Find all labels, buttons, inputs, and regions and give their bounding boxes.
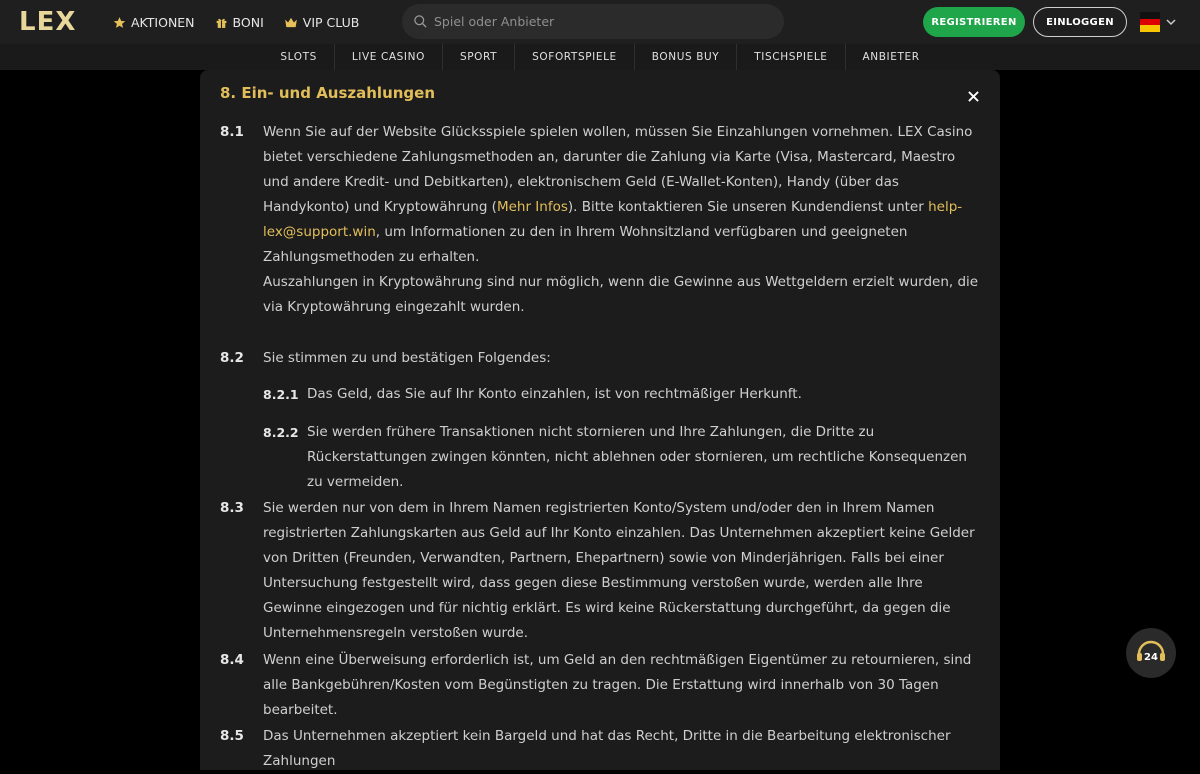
subsection-number: 8.2.2 xyxy=(263,425,299,440)
nav-boni-label: BONI xyxy=(232,14,264,30)
close-button[interactable] xyxy=(964,87,982,105)
star-icon xyxy=(113,16,126,29)
chevron-down-icon xyxy=(1166,17,1176,27)
paragraph-text: Wenn Sie auf der Website Glücksspiele spielen wollen, müssen Sie Einzahlungen vornehmen. LEX Casino bietet verschiedene Zahlungsmethoden an, darunter die Zahlung via Karte (Visa, Mastercard, Maestro und andere Kredit- und Debitkarten), elektronischem Geld (E-Wallet-Konten), Handy (über das Handykonto) und Kryptowährung ( xyxy=(263,124,973,215)
tab-tischspiele[interactable]: TISCHSPIELE xyxy=(737,44,845,70)
language-selector[interactable] xyxy=(1140,12,1176,32)
search-bar[interactable] xyxy=(402,4,784,39)
nav-aktionen[interactable] xyxy=(113,15,195,30)
gift-icon xyxy=(215,16,228,29)
tab-bonus-buy[interactable]: BONUS BUY xyxy=(635,44,738,70)
german-flag-icon xyxy=(1140,12,1160,32)
search-input[interactable] xyxy=(434,14,754,29)
section-text-crypto: Auszahlungen in Kryptowährung sind nur möglich, wenn die Gewinne aus Wettgeldern erzielt wurden, die via Kryptowährung eingezahlt wurden. xyxy=(263,274,979,315)
section-number: 8.2 xyxy=(220,350,244,366)
paragraph-text: , um Informationen zu den in Ihrem Wohnsitzland verfügbaren und geeigneten Zahlungsmethoden zu erhalten. xyxy=(263,224,908,265)
section-text: Sie stimmen zu und bestätigen Folgendes: xyxy=(263,350,551,366)
nav-vip-club-label: VIP CLUB xyxy=(302,14,360,30)
nav-aktionen-label: AKTIONEN xyxy=(131,14,195,30)
section-text: Das Unternehmen akzeptiert kein Bargeld und hat das Recht, Dritte in die Bearbeitung elektronischer Zahlungen xyxy=(263,728,951,769)
section-number: 8.3 xyxy=(220,500,244,516)
support-email-link[interactable]: help-lex@support.win xyxy=(263,199,963,240)
paragraph-text: ). Bitte kontaktieren Sie unseren Kundendienst unter xyxy=(567,199,929,215)
top-nav xyxy=(113,0,379,44)
login-button[interactable]: EINLOGGEN xyxy=(1033,7,1127,37)
section-text: Wenn eine Überweisung erforderlich ist, um Geld an den rechtmäßigen Eigentümer zu retournieren, sind alle Bankgebühren/Kosten vom Begünstigten zu tragen. Die Erstattung wird innerhalb von 30 Tagen bearbeitet. xyxy=(263,652,972,718)
lex-logo[interactable]: LEX xyxy=(19,7,77,37)
subsection-text: Sie werden frühere Transaktionen nicht stornieren und Ihre Zahlungen, die Dritte zu Rückerstattungen zwingen könnten, nicht ablehnen oder stornieren, um rechtliche Konsequenzen zu vermeiden. xyxy=(307,424,967,490)
section-text xyxy=(263,120,982,270)
support-24-icon xyxy=(1134,636,1168,670)
terms-modal xyxy=(200,70,1000,770)
top-bar xyxy=(0,0,1200,44)
tab-anbieter[interactable]: ANBIETER xyxy=(862,51,920,63)
nav-boni[interactable] xyxy=(215,15,264,30)
subsection-text: Das Geld, das Sie auf Ihr Konto einzahlen, ist von rechtmäßiger Herkunft. xyxy=(307,386,802,402)
search-icon xyxy=(413,14,428,29)
tab-sport[interactable]: SPORT xyxy=(443,44,515,70)
support-badge-text: 24 xyxy=(1144,652,1158,663)
tab-live-casino[interactable]: LIVE CASINO xyxy=(335,44,443,70)
section-number: 8.5 xyxy=(220,728,244,744)
tab-sofortspiele[interactable]: SOFORTSPIELE xyxy=(515,44,635,70)
section-number: 8.1 xyxy=(220,124,244,140)
subsection-number: 8.2.1 xyxy=(263,387,299,402)
mehr-infos-link[interactable]: Mehr Infos xyxy=(496,199,568,215)
register-button[interactable]: REGISTRIEREN xyxy=(923,7,1025,37)
modal-title: 8. Ein- und Auszahlungen xyxy=(220,84,436,102)
category-nav xyxy=(0,44,1200,70)
nav-vip-club[interactable] xyxy=(284,15,360,30)
support-chat-button[interactable] xyxy=(1126,628,1176,678)
close-icon xyxy=(968,91,979,102)
crown-icon xyxy=(284,16,298,29)
tab-slots[interactable]: SLOTS xyxy=(263,44,334,70)
section-text: Sie werden nur von dem in Ihrem Namen registrierten Konto/System und/oder den in Ihrem Namen registrierten Zahlungskarten aus Geld auf Ihr Konto einzahlen. Das Unternehmen akzeptiert keine Gelder von Dritten (Freunden, Verwandten, Partnern, Ehepartnern) sowie von Minderjährigen. Falls bei einer Untersuchung festgestellt wird, dass gegen diese Bestimmung verstoßen wurde, werden alle Ihre Gewinne eingezogen und für nichtig erklärt. Es wird keine Rückerstattung durchgeführt, da gegen die Unternehmensregeln verstoßen wurde. xyxy=(263,500,975,641)
section-number: 8.4 xyxy=(220,652,244,668)
